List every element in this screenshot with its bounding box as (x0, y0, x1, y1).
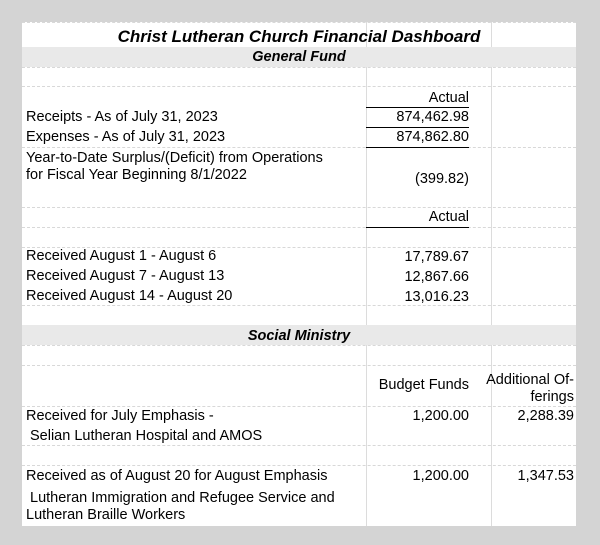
row-underline (366, 127, 469, 128)
additional-offerings-header-2: ferings (530, 389, 574, 405)
july-additional-value: 2,288.39 (517, 408, 574, 424)
page-title: Christ Lutheran Church Financial Dashboard (117, 27, 481, 46)
grid-line (22, 207, 576, 208)
august-budget-value: 1,200.00 (412, 468, 469, 484)
grid-line (22, 227, 576, 228)
general-fund-heading: General Fund (252, 49, 346, 65)
grid-line (22, 406, 576, 407)
additional-offerings-header-1: Additional Of- (486, 372, 574, 388)
august-emphasis-label: Received as of August 20 for August Emphasis (26, 468, 328, 484)
weekly-value-3: 13,016.23 (404, 289, 469, 305)
header-underline (366, 227, 469, 228)
row-underline (366, 147, 469, 148)
august-emphasis-sub-1: Lutheran Immigration and Refugee Service and (30, 490, 335, 506)
surplus-label-line1: Year-to-Date Surplus/(Deficit) from Operations (26, 150, 323, 166)
grid-line (22, 365, 576, 366)
august-additional-value: 1,347.53 (517, 468, 574, 484)
header-underline (366, 107, 469, 108)
social-ministry-heading: Social Ministry (247, 328, 351, 344)
budget-funds-header: Budget Funds (378, 377, 469, 393)
receipts-value: 874,462.98 (396, 109, 469, 125)
grid-line (22, 147, 576, 148)
weekly-label-2: Received August 7 - August 13 (26, 268, 225, 284)
weekly-value-1: 17,789.67 (404, 249, 469, 265)
grid-line (22, 445, 576, 446)
grid-line (22, 305, 576, 306)
spreadsheet-sheet (22, 22, 576, 526)
grid-line (22, 86, 576, 87)
july-budget-value: 1,200.00 (412, 408, 469, 424)
grid-line (22, 345, 576, 346)
actual-column-header-2: Actual (428, 209, 469, 225)
weekly-label-1: Received August 1 - August 6 (26, 248, 217, 264)
grid-line (22, 22, 576, 23)
grid-line (22, 67, 576, 68)
july-emphasis-label: Received for July Emphasis - (26, 408, 214, 424)
expenses-label: Expenses - As of July 31, 2023 (26, 129, 226, 145)
receipts-label: Receipts - As of July 31, 2023 (26, 109, 218, 125)
actual-column-header: Actual (428, 90, 469, 106)
weekly-value-2: 12,867.66 (404, 269, 469, 285)
expenses-value: 874,862.80 (396, 129, 469, 145)
july-emphasis-sub: Selian Lutheran Hospital and AMOS (30, 428, 263, 444)
august-emphasis-sub-2: Lutheran Braille Workers (26, 507, 186, 523)
surplus-label-line2: for Fiscal Year Beginning 8/1/2022 (26, 167, 247, 183)
surplus-value: (399.82) (414, 171, 469, 187)
grid-line (22, 465, 576, 466)
weekly-label-3: Received August 14 - August 20 (26, 288, 233, 304)
